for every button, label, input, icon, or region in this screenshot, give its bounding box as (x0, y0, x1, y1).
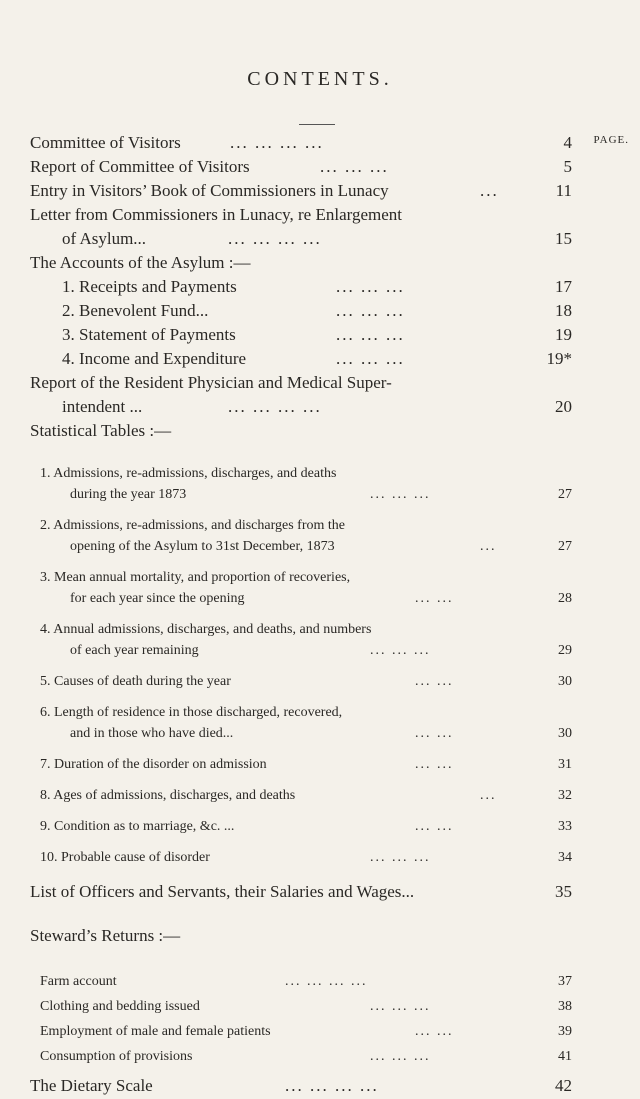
entry-title: 2. Admissions, re-admissions, and discharges from the (40, 518, 345, 533)
entry-page-number: 29 (558, 643, 572, 658)
entry-title: Report of the Resident Physician and Medical Super- (30, 373, 392, 392)
entry-title: 2. Benevolent Fund... (62, 301, 209, 320)
entry-title: 10. Probable cause of disorder (40, 850, 210, 865)
entry-title: 9. Condition as to marriage, &c. ... (40, 819, 235, 834)
entry-title: Steward’s Returns :— (30, 926, 181, 945)
title-rule (299, 124, 335, 125)
entry-title: Committee of Visitors (30, 133, 181, 152)
entry-page-number: 17 (555, 277, 572, 296)
entry-title: 8. Ages of admissions, discharges, and deaths (40, 788, 296, 803)
entry-page-number: 19* (546, 349, 572, 368)
entry-page-number: 41 (558, 1049, 572, 1064)
entry-page-number: 31 (558, 757, 572, 772)
dot-leader: ... ... ... ... (230, 133, 324, 152)
entry-title: during the year 1873 (70, 487, 187, 502)
entry-page-number: 33 (558, 819, 572, 834)
entry-page-number: 37 (558, 974, 572, 989)
entry-page-number: 34 (558, 850, 572, 865)
dot-leader: ... ... ... ... (285, 1076, 379, 1095)
entry-title: Employment of male and female patients (40, 1024, 271, 1039)
dot-leader: ... (480, 181, 499, 200)
entry-page-number: 27 (558, 539, 572, 554)
entry-page-number: 15 (555, 229, 572, 248)
entry-title: 7. Duration of the disorder on admission (40, 757, 267, 772)
entry-page-number: 5 (563, 157, 572, 176)
dot-leader: ... ... (415, 819, 454, 834)
entry-page-number: 11 (555, 181, 572, 200)
dot-leader: ... ... ... (320, 157, 389, 176)
entry-title: 3. Statement of Payments (62, 325, 236, 344)
entry-page-number: 27 (558, 487, 572, 502)
entry-page-number: 20 (555, 397, 572, 416)
dot-leader: ... ... (415, 674, 454, 689)
entry-title: Entry in Visitors’ Book of Commissioners in Lunacy (30, 181, 389, 200)
page-column-label: PAGE. (593, 134, 629, 146)
entry-page-number: 19 (555, 325, 572, 344)
entry-page-number: 30 (558, 726, 572, 741)
entry-title: 1. Receipts and Payments (62, 277, 237, 296)
entry-page-number: 35 (555, 882, 572, 901)
entry-title: The Accounts of the Asylum :— (30, 253, 251, 272)
dot-leader: ... ... ... (336, 277, 405, 296)
entry-title: Letter from Commissioners in Lunacy, re Enlargement (30, 205, 403, 224)
dot-leader: ... ... ... (370, 1049, 431, 1064)
entry-page-number: 38 (558, 999, 572, 1014)
entry-title: The Dietary Scale (30, 1076, 153, 1095)
entry-title: 6. Length of residence in those discharged, recovered, (40, 705, 343, 720)
dot-leader: ... ... ... (370, 999, 431, 1014)
entry-title: Farm account (40, 974, 117, 989)
dot-leader: ... ... ... (336, 349, 405, 368)
entry-page-number: 32 (558, 788, 572, 803)
entry-title: 5. Causes of death during the year (40, 674, 231, 689)
entry-title: 4. Income and Expenditure (62, 349, 247, 368)
dot-leader: ... ... ... (336, 325, 405, 344)
entry-page-number: 4 (563, 133, 572, 152)
entry-title: 3. Mean annual mortality, and proportion of recoveries, (40, 570, 351, 585)
entry-page-number: 28 (558, 591, 572, 606)
dot-leader: ... ... (415, 726, 454, 741)
entry-title: opening of the Asylum to 31st December, 1873 (70, 539, 335, 554)
dot-leader: ... ... ... ... (228, 397, 322, 416)
dot-leader: ... ... ... ... (228, 229, 322, 248)
dot-leader: ... ... (415, 757, 454, 772)
entry-title: and in those who have died... (70, 726, 234, 741)
dot-leader: ... ... ... (336, 301, 405, 320)
entry-title: Report of Committee of Visitors (30, 157, 250, 176)
dot-leader: ... (480, 788, 497, 803)
page-title: CONTENTS. (247, 68, 393, 90)
entry-title: of each year remaining (70, 643, 199, 658)
dot-leader: ... (480, 539, 497, 554)
dot-leader: ... ... ... ... (285, 974, 368, 989)
entry-title: 1. Admissions, re-admissions, discharges, and deaths (40, 466, 337, 481)
entry-title: Statistical Tables :— (30, 421, 172, 440)
dot-leader: ... ... ... (370, 850, 431, 865)
entry-title: Consumption of provisions (40, 1049, 193, 1064)
dot-leader: ... ... ... (370, 487, 431, 502)
entry-page-number: 42 (555, 1076, 572, 1095)
entry-title: List of Officers and Servants, their Salaries and Wages... (30, 882, 415, 901)
entry-title: intendent ... (62, 397, 143, 416)
dot-leader: ... ... (415, 591, 454, 606)
entry-title: 4. Annual admissions, discharges, and deaths, and numbers (40, 622, 372, 637)
dot-leader: ... ... (415, 1024, 454, 1039)
dot-leader: ... ... ... (370, 643, 431, 658)
entry-title: Clothing and bedding issued (40, 999, 200, 1014)
entry-page-number: 39 (558, 1024, 572, 1039)
entry-title: for each year since the opening (70, 591, 245, 606)
entry-page-number: 18 (555, 301, 572, 320)
entry-title: of Asylum... (62, 229, 147, 248)
entry-page-number: 30 (558, 674, 572, 689)
